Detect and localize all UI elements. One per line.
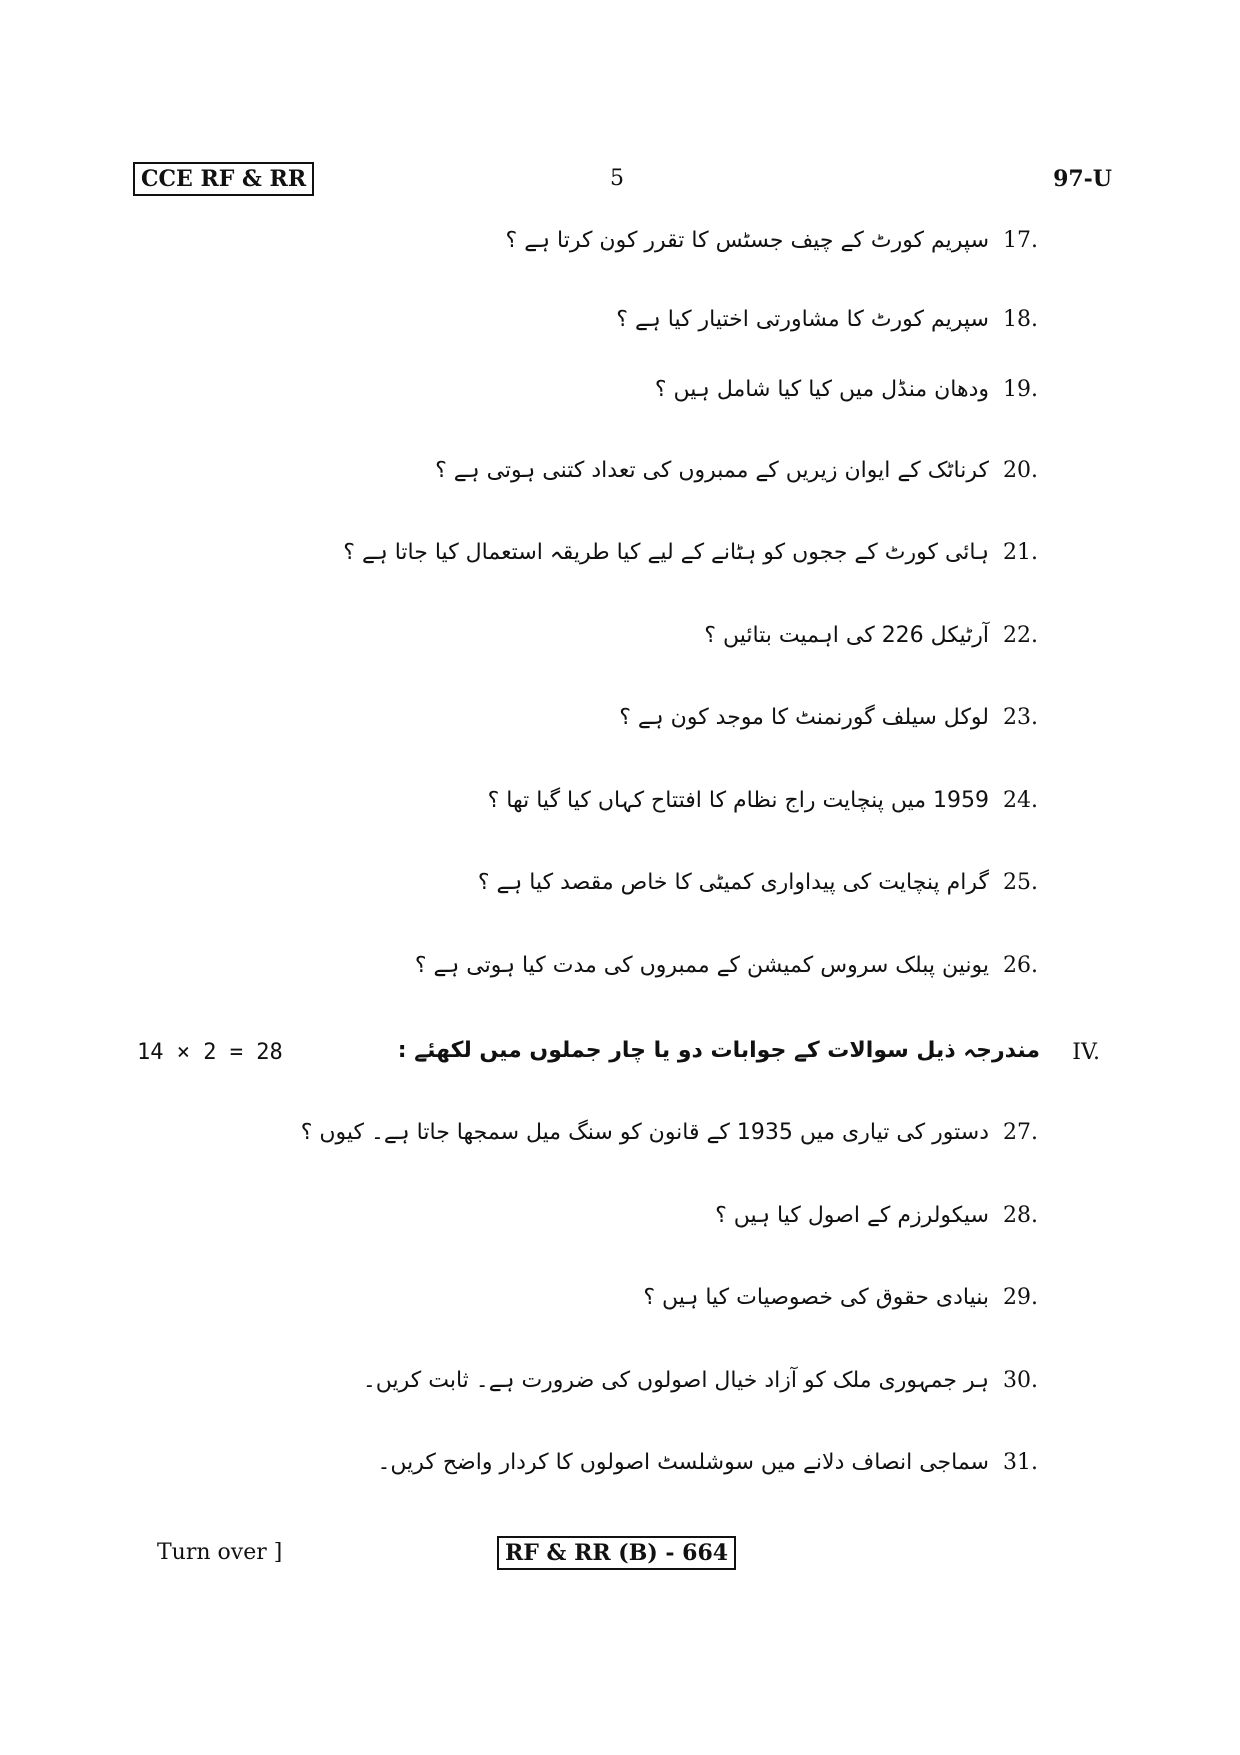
- question-21: [343, 540, 1055, 565]
- question-22: [704, 623, 1055, 648]
- question-31: [377, 1450, 1055, 1475]
- question-number: 17.: [1003, 228, 1038, 253]
- question-24: [488, 788, 1055, 813]
- question-text: ہائی کورٹ کے ججوں کو ہٹانے کے لیے کیا طریقہ استعمال کیا جاتا ہے ؟: [343, 540, 989, 565]
- question-23: [619, 705, 1055, 730]
- question-text: 1959 میں پنچایت راج نظام کا افتتاح کہاں کیا گیا تھا ؟: [487, 788, 989, 813]
- question-25: [478, 870, 1055, 895]
- question-number: 24.: [1003, 788, 1038, 813]
- question-text: بنیادی حقوق کی خصوصیات کیا ہیں ؟: [643, 1285, 989, 1310]
- question-number: 25.: [1003, 870, 1038, 895]
- question-number: 18.: [1003, 307, 1038, 332]
- page-number: 5: [610, 166, 624, 191]
- question-text: آرٹیکل 226 کی اہمیت بتائیں ؟: [704, 623, 989, 648]
- question-number: 29.: [1003, 1285, 1038, 1310]
- question-19: [655, 377, 1055, 402]
- question-26: [415, 953, 1055, 978]
- question-number: 23.: [1003, 705, 1038, 730]
- question-17: [506, 228, 1055, 253]
- question-text: گرام پنچایت کی پیداواری کمیٹی کا خاص مقصد کیا ہے ؟: [477, 870, 989, 895]
- question-text: سپریم کورٹ کے چیف جسٹس کا تقرر کون کرتا ہے ؟: [505, 228, 989, 253]
- question-text: کرناٹک کے ایوان زیریں کے ممبروں کی تعداد کتنی ہوتی ہے ؟: [435, 458, 989, 483]
- question-number: 22.: [1003, 623, 1038, 648]
- question-number: 21.: [1003, 540, 1038, 565]
- question-text: ودھان منڈل میں کیا کیا شامل ہیں ؟: [654, 377, 989, 402]
- section-heading-text: مندرجہ ذیل سوالات کے جوابات دو یا چار جملوں میں لکھئے :: [397, 1038, 1040, 1063]
- question-29: [643, 1285, 1055, 1310]
- footer-code-box: RF & RR (B) - 664: [497, 1536, 736, 1570]
- question-18: [616, 307, 1055, 332]
- question-text: سماجی انصاف دلانے میں سوشلسٹ اصولوں کا کردار واضح کریں۔: [377, 1450, 989, 1475]
- question-text: یونین پبلک سروس کمیشن کے ممبروں کی مدت کیا ہوتی ہے ؟: [414, 953, 989, 978]
- question-text: سپریم کورٹ کا مشاورتی اختیار کیا ہے ؟: [616, 307, 989, 332]
- question-number: 30.: [1003, 1368, 1038, 1393]
- question-text: سیکولرزم کے اصول کیا ہیں ؟: [715, 1203, 989, 1228]
- section-marks: 14 × 2 = 28: [137, 1040, 283, 1065]
- paper-code: 97-U: [1053, 166, 1112, 192]
- question-number: 20.: [1003, 458, 1038, 483]
- section-heading: [398, 1038, 1040, 1063]
- question-text: ہر جمہوری ملک کو آزاد خیال اصولوں کی ضرورت ہے۔ ثابت کریں۔: [362, 1368, 989, 1393]
- question-number: 28.: [1003, 1203, 1038, 1228]
- question-text: لوکل سیلف گورنمنٹ کا موجد کون ہے ؟: [619, 705, 989, 730]
- question-27: [301, 1120, 1055, 1145]
- question-number: 31.: [1003, 1450, 1038, 1475]
- question-number: 27.: [1003, 1120, 1038, 1145]
- turn-over-note: Turn over ]: [157, 1540, 283, 1565]
- question-text: دستور کی تیاری میں 1935 کے قانون کو سنگ میل سمجھا جاتا ہے۔ کیوں ؟: [300, 1120, 989, 1145]
- question-number: 19.: [1003, 377, 1038, 402]
- question-20: [435, 458, 1055, 483]
- question-28: [715, 1203, 1055, 1228]
- question-number: 26.: [1003, 953, 1038, 978]
- section-label: IV.: [1072, 1040, 1100, 1065]
- exam-code-box: CCE RF & RR: [133, 162, 314, 196]
- question-30: [363, 1368, 1055, 1393]
